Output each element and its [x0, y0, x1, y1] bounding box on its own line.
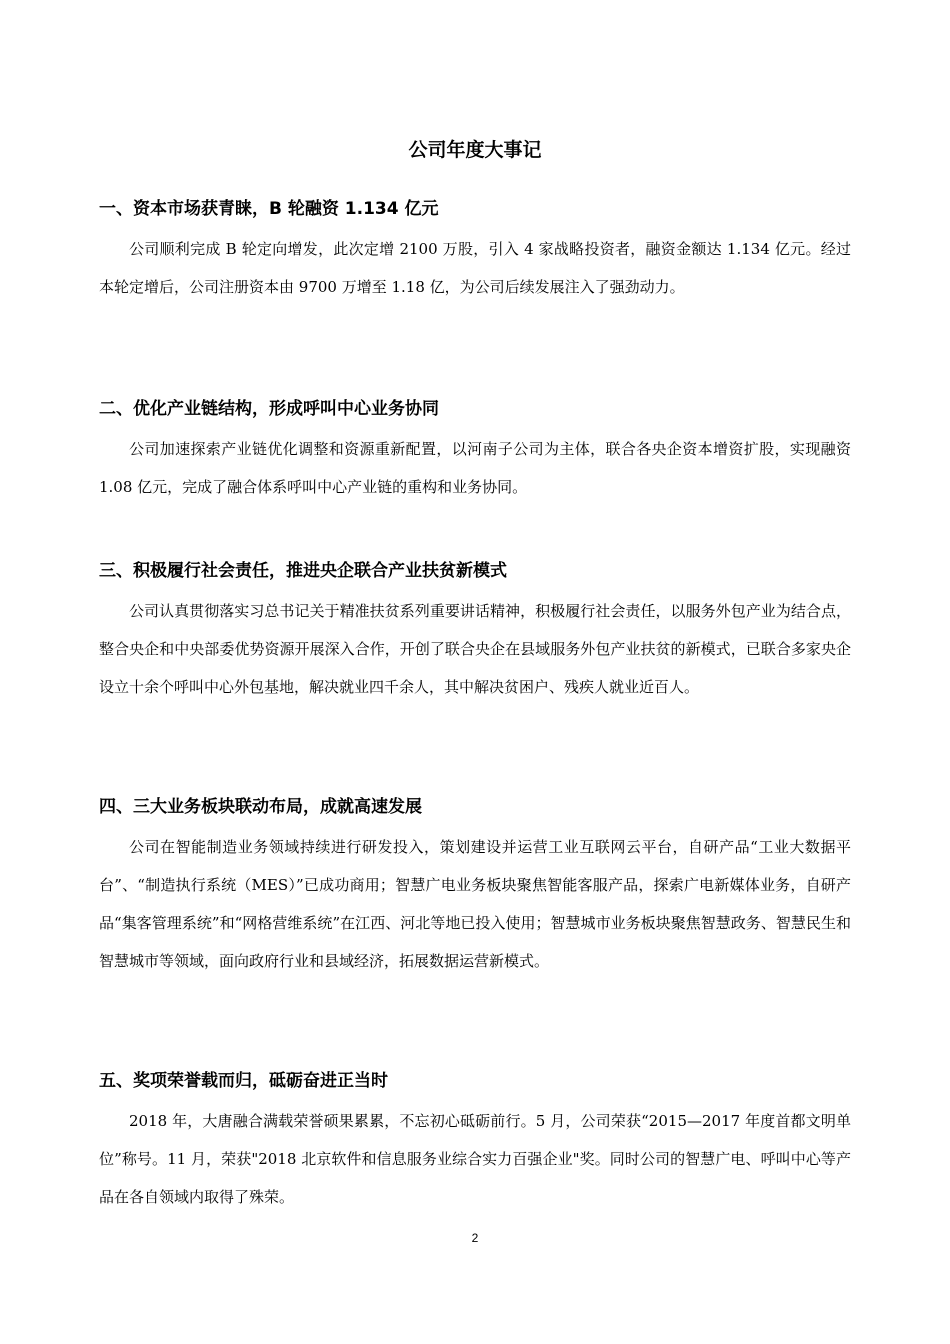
section-b-round-financing: [99, 196, 851, 306]
section-paragraph: 公司在智能制造业务领域持续进行研发投入，策划建设并运营工业互联网云平台，自研产品“工业大数据平台”、“制造执行系统（MES）”已成功商用；智慧广电业务板块聚焦智能客服产品，探索广电新媒体业务，自研产品“集客管理系统”和“网格营维系统”在江西、河北等地已投入使用；智慧城市业务板块聚焦智慧政务、智慧民生和智慧城市等领域，面向政府行业和县域经济，拓展数据运营新模式。: [99, 838, 851, 970]
page-number: 2: [471, 1231, 479, 1245]
section-heading: 四、三大业务板块联动布局，成就高速发展: [99, 797, 422, 817]
section-heading: 五、奖项荣誉载而归，砥砺奋进正当时: [99, 1071, 388, 1091]
section-heading: 二、优化产业链结构，形成呼叫中心业务协同: [99, 399, 439, 419]
section-paragraph: 公司加速探索产业链优化调整和资源重新配置，以河南子公司为主体，联合各央企资本增资扩股，实现融资 1.08 亿元，完成了融合体系呼叫中心产业链的重构和业务协同。: [99, 440, 851, 496]
section-paragraph: 公司认真贯彻落实习总书记关于精准扶贫系列重要讲话精神，积极履行社会责任，以服务外包产业为结合点，整合央企和中央部委优势资源开展深入合作，开创了联合央企在县域服务外包产业扶贫的新模式，已联合多家央企设立十余个呼叫中心外包基地，解决就业四千余人，其中解决贫困户、残疾人就业近百人。: [99, 602, 851, 696]
section-industry-chain: [99, 396, 851, 506]
section-awards: [99, 1068, 851, 1216]
section-business-segments: [99, 794, 851, 980]
section-heading: 一、资本市场获青睐，B 轮融资 1.134 亿元: [99, 199, 439, 219]
section-paragraph: 公司顺利完成 B 轮定向增发，此次定增 2100 万股，引入 4 家战略投资者，融资金额达 1.134 亿元。经过本轮定增后，公司注册资本由 9700 万增至 1.18 亿，为公司后续发展注入了强劲动力。: [99, 240, 851, 296]
section-social-responsibility: [99, 558, 851, 706]
section-heading: 三、积极履行社会责任，推进央企联合产业扶贫新模式: [99, 561, 507, 581]
section-paragraph: 2018 年，大唐融合满载荣誉硕果累累，不忘初心砥砺前行。5 月，公司荣获“2015—2017 年度首都文明单位”称号。11 月，荣获"2018 北京软件和信息服务业综合实力百强企业"奖。同时公司的智慧广电、呼叫中心等产品在各自领域内取得了殊荣。: [99, 1112, 851, 1206]
page-title: 公司年度大事记: [408, 139, 542, 161]
